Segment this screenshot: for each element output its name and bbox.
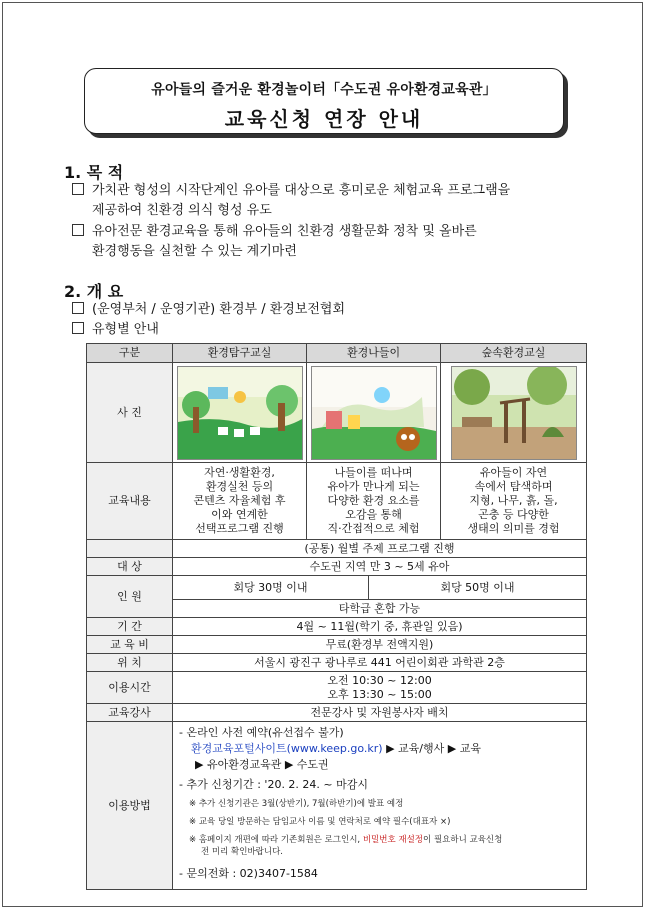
period-value: 4월 ~ 11월(학기 중, 휴관일 있음) [173,618,587,636]
content-forest-class: 유아들이 자연 속에서 탐색하며 지형, 나무, 흙, 돌, 곤충 등 다양한 생태의 의미를 경험 [441,463,587,540]
usage-online: - 온라인 사전 예약(유선접수 불가) [179,726,344,739]
section2-bullet-1: (운영부처 / 운영기관) 환경부 / 환경보전협회 [72,300,592,320]
usage-note-3b: 전 미리 확인바랍니다. [201,847,284,857]
checkbox-icon [72,183,84,195]
location-value: 서울시 광진구 광나루로 441 어린이회관 과학관 2층 [173,654,587,672]
usage-note-2: ※ 교육 당일 방문하는 담임교사 이름 및 연락처로 예약 필수(대표자 ×) [189,817,451,827]
section1-bullet-2: 유아전문 환경교육을 통해 유아들의 친환경 생활문화 정착 및 올바른 환경행동을 실천할 수 있는 계기마련 [72,222,592,262]
usage-note-3: ※ 홈페이지 개편에 따라 기존회원은 로그인시, 비밀번호 재설정이 필요하니 교육신청 [189,835,503,845]
period-label: 기 간 [87,618,173,636]
photo-eco-outing [311,366,437,460]
photo-cell [307,363,441,463]
teacher-value: 전문강사 및 자원봉사자 배치 [173,704,587,722]
photo-cell [441,363,587,463]
location-label: 위 치 [87,654,173,672]
photo-eco-lab [177,366,303,460]
section1-heading: 1. 목 적 [64,163,124,182]
title-line-1: 유아들의 즐거운 환경놀이터「수도권 유아환경교육관」 [151,82,497,98]
usage-path-2: ▶ 유아환경교육관 ▶ 수도권 [195,758,329,771]
table-header: 환경나들이 [307,344,441,363]
time-label: 이용시간 [87,672,173,704]
table-header: 환경탐구교실 [173,344,307,363]
usage-note-1: ※ 추가 신청기관은 3월(상반기), 7월(하반기)에 발표 예정 [189,799,404,809]
content-eco-lab: 자연·생활환경, 환경실천 등의 콘텐츠 자율체험 후 이와 연계한 선택프로그램 진행 [173,463,307,540]
usage-contact: - 문의전화 : 02)3407-1584 [179,867,318,880]
table-header: 숲속환경교실 [441,344,587,363]
usage-value [173,722,587,890]
checkbox-icon [72,322,84,334]
target-value: 수도권 지역 만 3 ~ 5세 유아 [173,558,587,576]
title-line-2: 교육신청 연장 안내 [224,107,424,131]
photo-forest-class [451,366,577,460]
personnel-c: 타학급 혼합 가능 [173,600,587,618]
usage-label: 이용방법 [87,722,173,890]
title-box [84,68,564,134]
photo-cell [173,363,307,463]
time-value: 오전 10:30 ~ 12:00 오후 13:30 ~ 15:00 [173,672,587,704]
table-header: 구분 [87,344,173,363]
usage-path: 환경교육포털사이트(www.keep.go.kr) ▶ 교육/행사 ▶ 교육 [191,742,481,755]
personnel-label: 인 원 [87,576,173,618]
photo-label: 사 진 [87,363,173,463]
teacher-label: 교육강사 [87,704,173,722]
program-table [86,343,587,890]
keep-portal-link[interactable]: 환경교육포털사이트(www.keep.go.kr) [191,742,383,755]
usage-extra-period: - 추가 신청기간 : '20. 2. 24. ~ 마감시 [179,778,369,791]
section1-bullet-1: 가치관 형성의 시작단계인 유아를 대상으로 흥미로운 체험교육 프로그램을 제공하여 친환경 의식 형성 유도 [72,181,592,221]
personnel-a: 회당 30명 이내 [173,576,369,600]
content-eco-outing: 나들이를 떠나며 유아가 만나게 되는 다양한 환경 요소를 오감을 통해 직·간접적으로 체험 [307,463,441,540]
target-label: 대 상 [87,558,173,576]
fee-value: 무료(환경부 전액지원) [173,636,587,654]
personnel-b: 회당 50명 이내 [369,576,587,600]
checkbox-icon [72,224,84,236]
section2-heading: 2. 개 요 [64,282,124,301]
checkbox-icon [72,302,84,314]
common-program: (공통) 월별 주제 프로그램 진행 [173,540,587,558]
section2-bullet-2: 유형별 안내 [72,320,592,340]
fee-label: 교 육 비 [87,636,173,654]
content-label: 교육내용 [87,463,173,540]
